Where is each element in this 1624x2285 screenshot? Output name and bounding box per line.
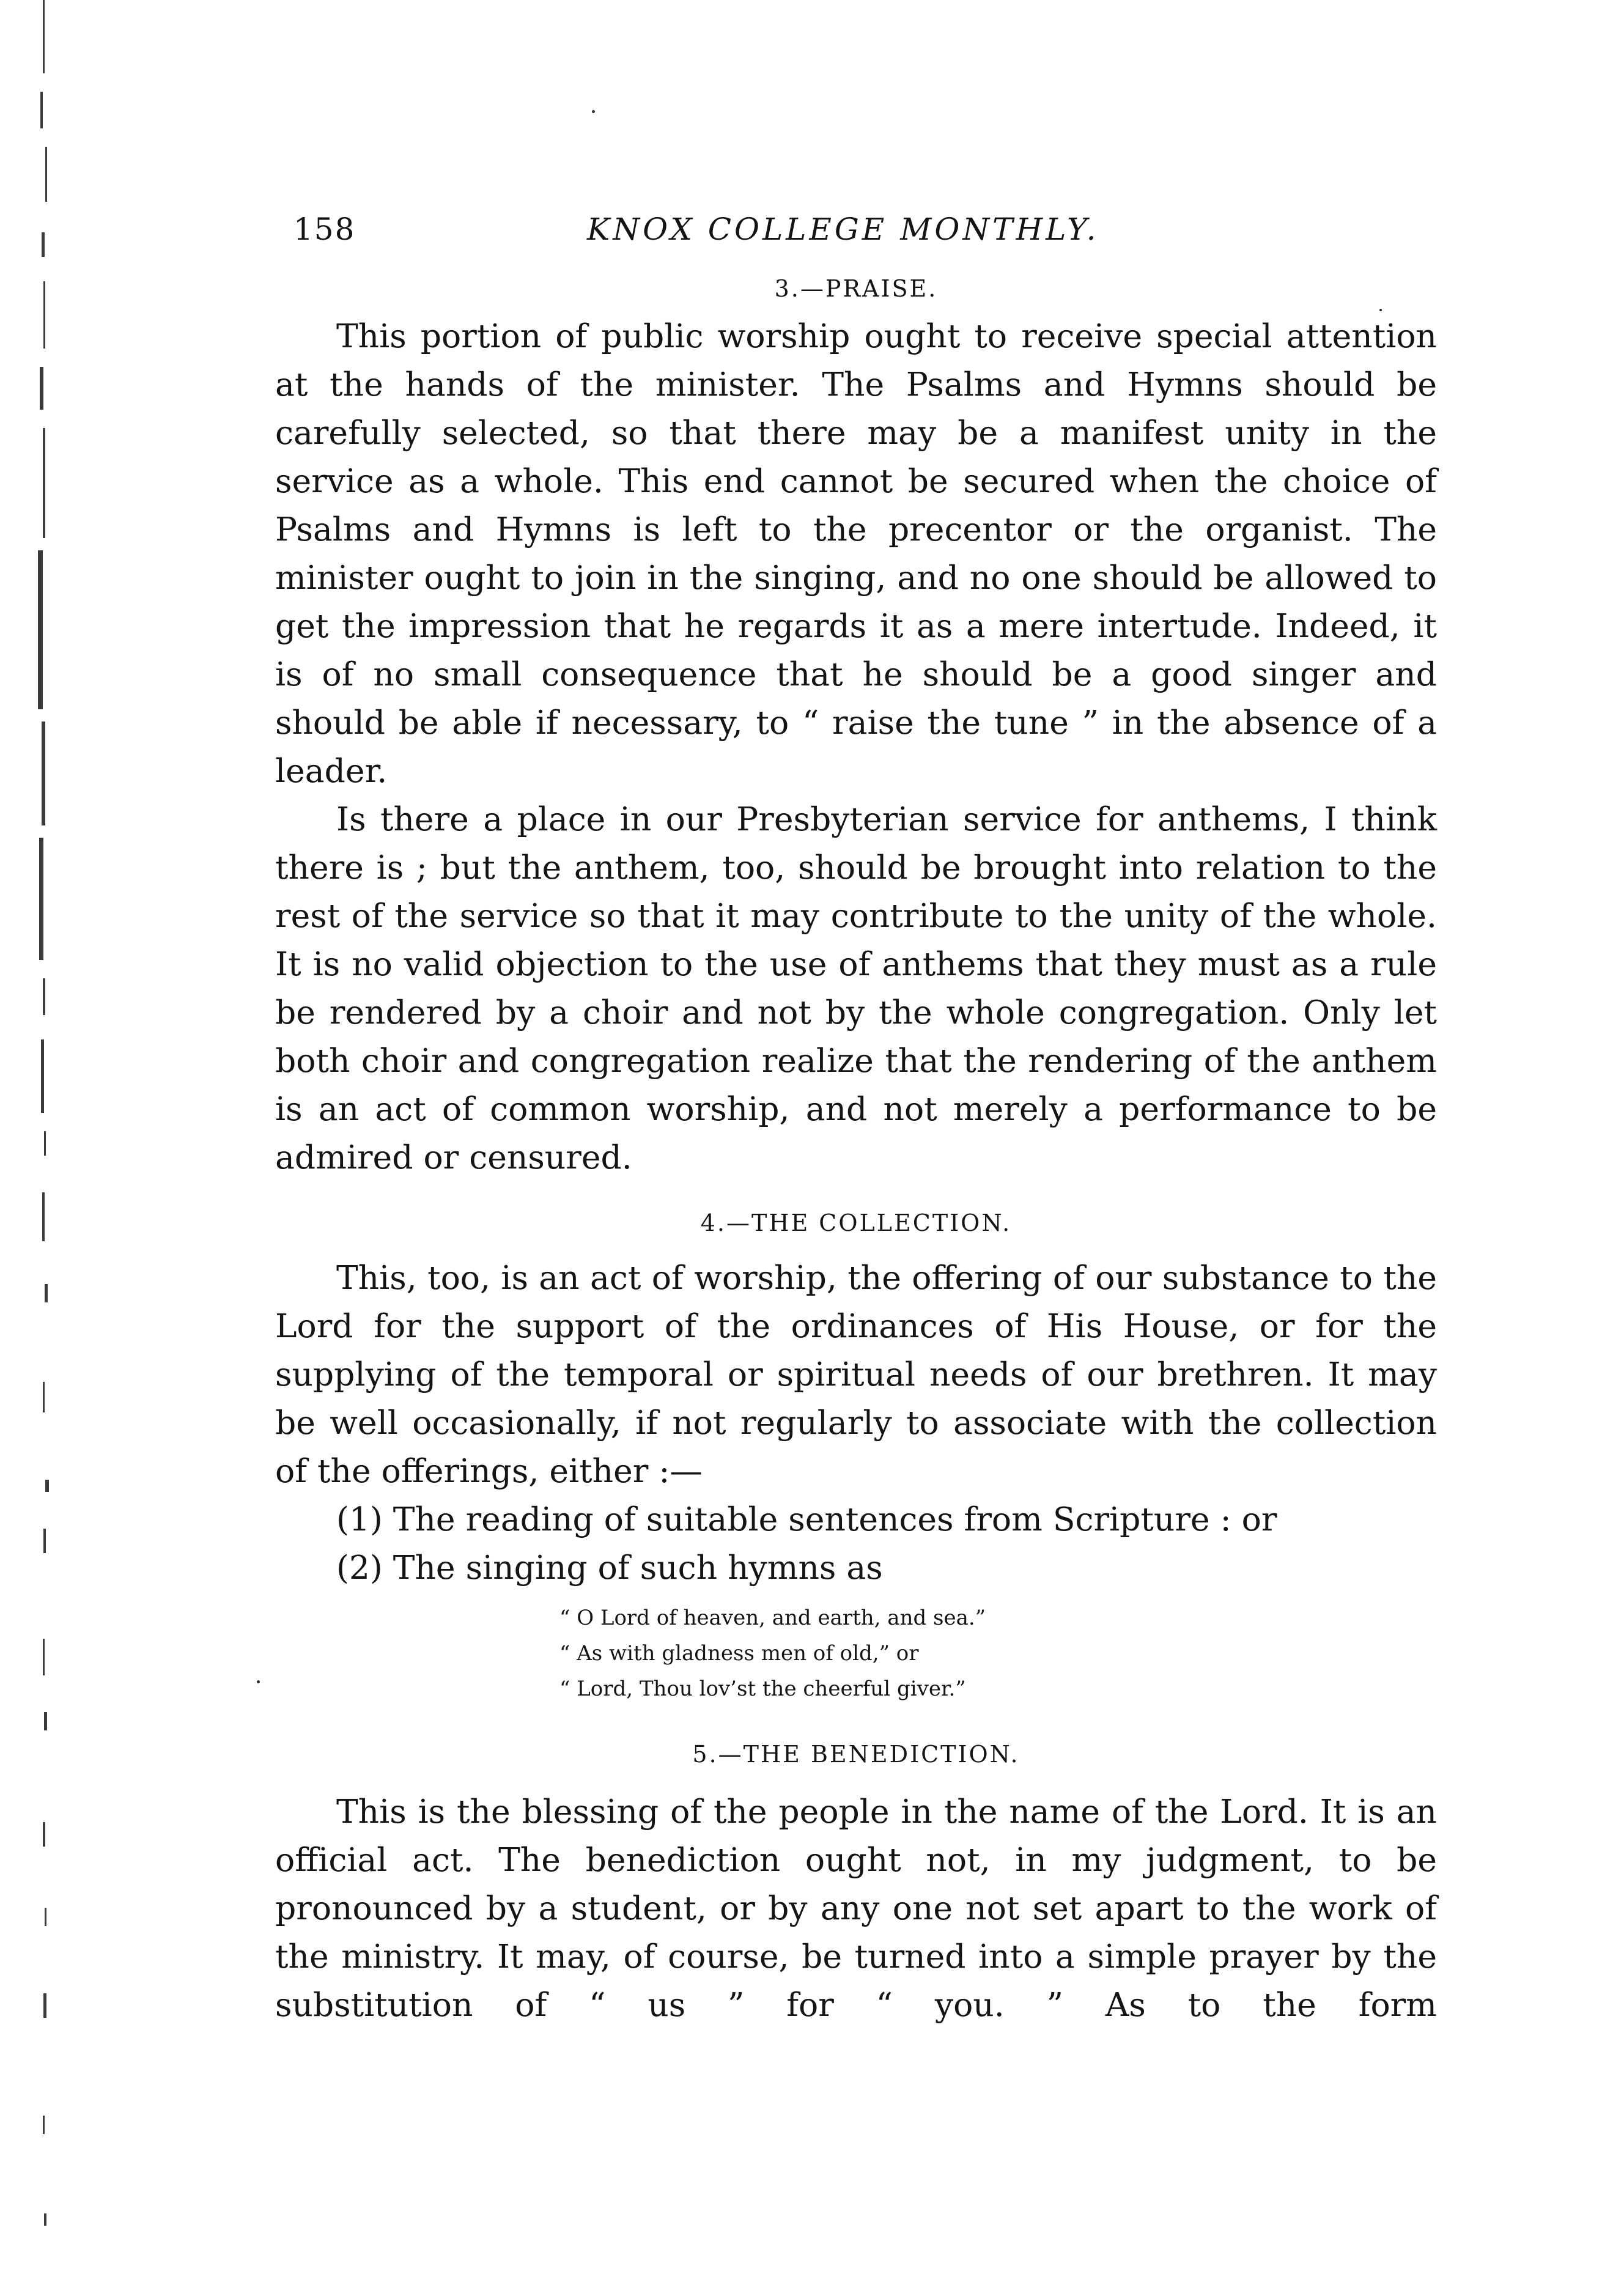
praise-paragraph-1: This portion of public worship ought to receive special attention at the hands of the minister. The Psalms and Hymns should be carefully selected, so that there may be a manifest unity in the service as a whole. This end cannot be secured when the choice of Psalms and Hymns is left to the precentor or the organist. The minister ought to join in the singing, and no one should be allowed to get the impression that he regards it as a mere intertude. Indeed, it is of no small consequence that he should be a good singer and should be able if necessary, to “ raise the tune ” in the absence of a leader.: [275, 317, 1437, 790]
hymn-quote: “ As with gladness men of old,” or: [559, 1641, 919, 1666]
scan-specks: [24, 0, 67, 2285]
praise-paragraph-2: Is there a place in our Presbyterian service for anthems, I think there is ; but the anthem, too, should be brought into relation to the rest of the service so that it may contribute to the unity of the whole. It is no valid objection to the use of anthems that they must as a rule be rendered by a choir and not by the whole congregation. Only let both choir and congregation realize that the rendering of the anthem is an act of common worship, and not merely a performance to be admired or censured.: [275, 800, 1437, 1176]
hymn-quote: “ Lord, Thou lov’st the cheerful giver.”: [559, 1677, 966, 1701]
speck: [257, 1680, 260, 1683]
section-heading-praise: 3.—PRAISE.: [774, 275, 938, 302]
collection-list-item-1: (1) The reading of suitable sentences from Scripture : or: [336, 1500, 1277, 1538]
running-head: [275, 202, 1437, 257]
hymn-quote: “ O Lord of heaven, and earth, and sea.”: [559, 1606, 986, 1630]
scan-binding-edge: [0, 0, 67, 2285]
page-number: 158: [293, 212, 356, 247]
journal-title: KNOX COLLEGE MONTHLY.: [587, 212, 1099, 247]
collection-list-item-2: (2) The singing of such hymns as: [336, 1548, 883, 1587]
collection-paragraph: This, too, is an act of worship, the offering of our substance to the Lord for the support of the ordinances of His House, or for the supplying of the temporal or spiritual needs of our brethren. It may be well occasionally, if not regularly to associate with the collection of the offerings, either :—: [275, 1258, 1437, 1490]
page: [275, 202, 1437, 2029]
speck: [592, 110, 595, 113]
section-heading-collection: 4.—THE COLLECTION.: [700, 1209, 1012, 1236]
benediction-paragraph: This is the blessing of the people in the name of the Lord. It is an official act. The benediction ought not, in my judgment, to be pronounced by a student, or by any one not set apart to the work of the ministry. It may, of course, be turned into a simple prayer by the substitution of “ us ” for “ you. ” As to the form: [275, 1792, 1437, 2024]
hymn-quotes: [275, 1600, 1437, 1707]
section-heading-benediction: 5.—THE BENEDICTION.: [692, 1741, 1020, 1768]
